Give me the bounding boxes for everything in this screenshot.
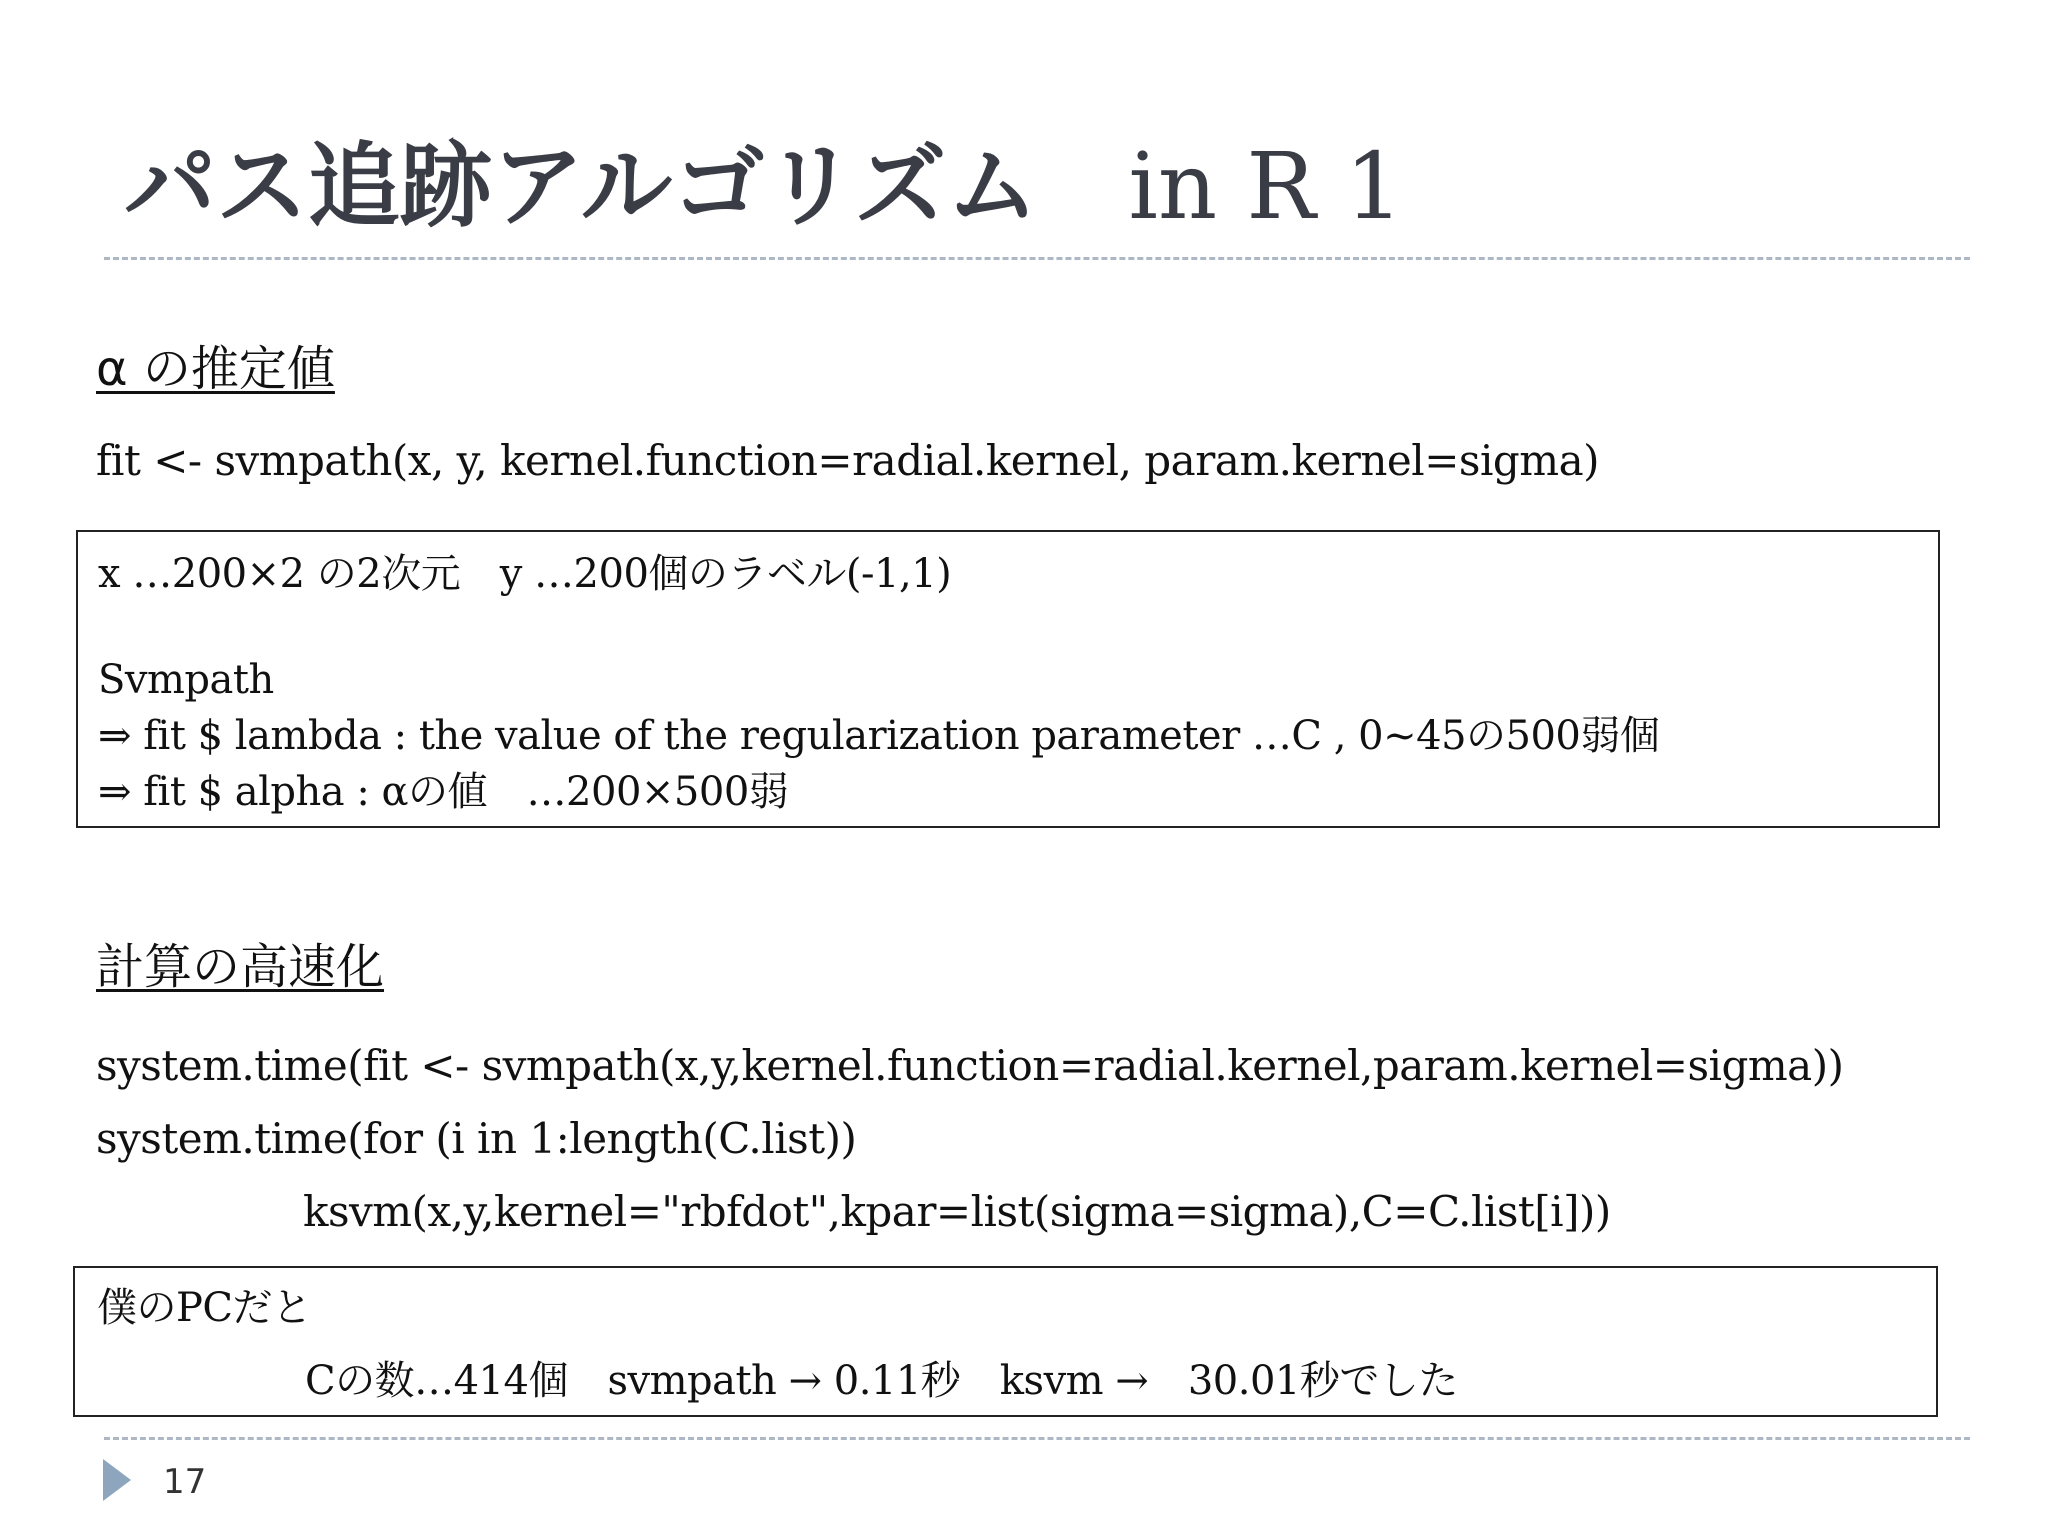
- slide-title-main: パス追跡アルゴリズム: [124, 132, 1039, 240]
- svmpath-explanation-box: [76, 530, 1940, 828]
- slide-title-suffix: in R 1: [1128, 133, 1404, 240]
- slide-title: [124, 132, 1404, 240]
- page-number: 17: [163, 1462, 207, 1502]
- system-time-for-code: system.time(for (i in 1:length(C.list)): [96, 1114, 857, 1163]
- footer-divider: [104, 1437, 1970, 1440]
- box-line-my-pc: 僕のPCだと: [97, 1285, 312, 1331]
- speedup-heading: 計算の高速化: [96, 939, 385, 995]
- box-line-data-shape: x …200×2 の2次元 y …200個のラベル(-1,1): [98, 551, 952, 597]
- system-time-svmpath-code: system.time(fit <- svmpath(x,y,kernel.function=radial.kernel,param.kernel=sigma)): [96, 1041, 1844, 1090]
- ksvm-call-code: ksvm(x,y,kernel="rbfdot",kpar=list(sigma=sigma),C=C.list[i])): [303, 1187, 1611, 1236]
- svmpath-call-code: fit <- svmpath(x, y, kernel.function=radial.kernel, param.kernel=sigma): [96, 436, 1600, 485]
- box-line-alpha: ⇒ fit $ alpha : αの値 …200×500弱: [98, 769, 789, 815]
- box-line-svmpath: Svmpath: [98, 657, 274, 703]
- box-line-timing-results: Cの数…414個 svmpath → 0.11秒 ksvm → 30.01秒でした: [305, 1358, 1458, 1404]
- title-divider: [104, 257, 1970, 260]
- triangle-bullet-icon: [103, 1459, 131, 1501]
- alpha-estimate-heading: α の推定値: [96, 341, 335, 397]
- timing-result-box: [73, 1266, 1938, 1417]
- box-line-lambda: ⇒ fit $ lambda : the value of the regularization parameter …C , 0~45の500弱個: [98, 713, 1660, 759]
